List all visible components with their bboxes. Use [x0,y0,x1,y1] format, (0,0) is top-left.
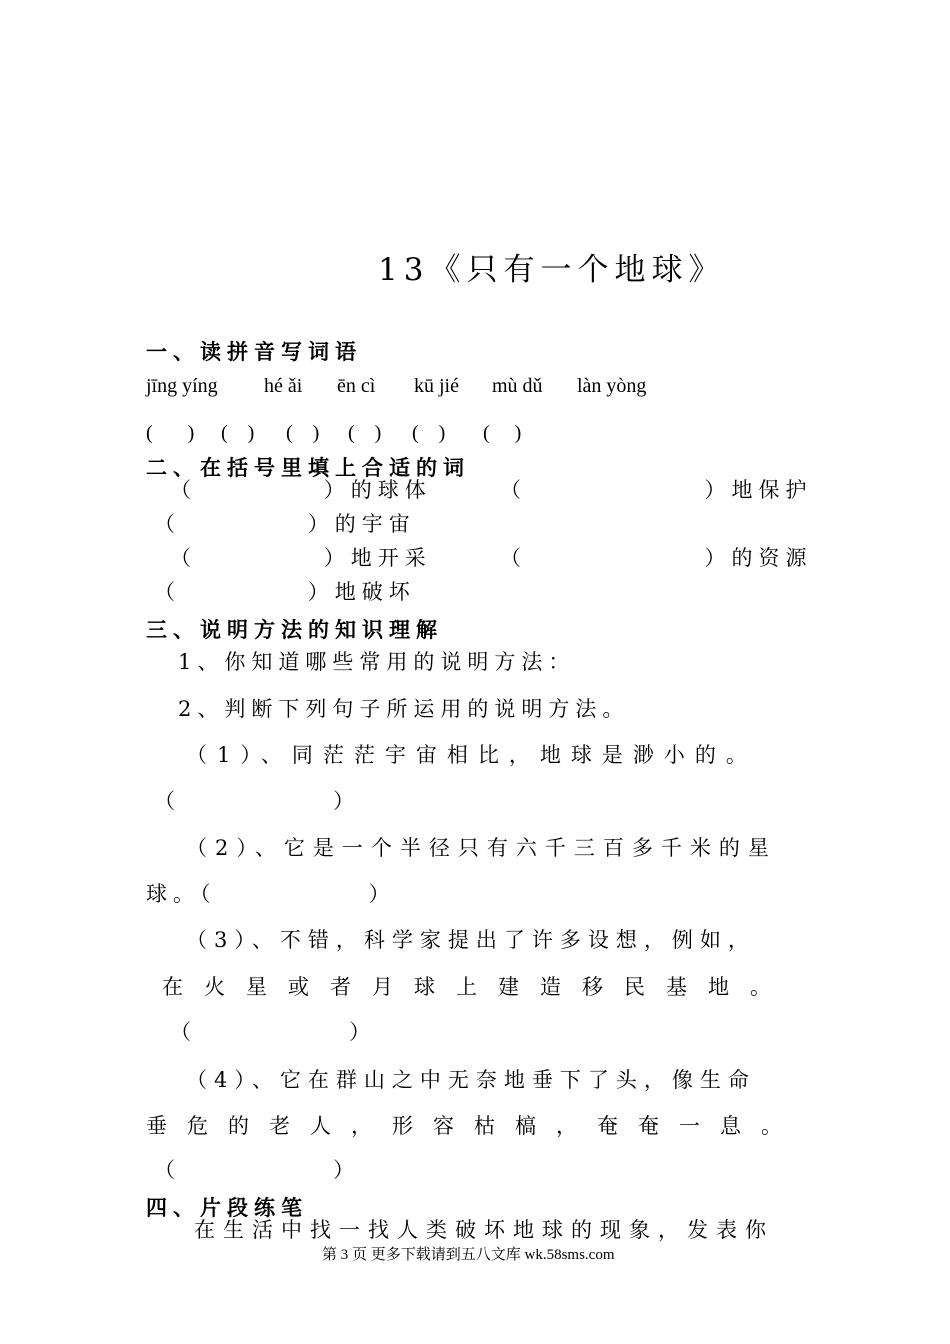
pinyin-1: jīng yíng [146,375,218,397]
sentence-4-line2: 垂危的老人，形容枯槁，奄奄一息。 [146,1114,802,1138]
pinyin-2: hé ǎi [264,375,303,397]
answer-blank-3[interactable]: ( ) [286,422,320,444]
page-footer: 第 3 页 更多下载请到五八文库 wk.58sms.com [322,1247,615,1263]
sentence-3-answer[interactable]: （ ） [170,1020,377,1044]
pinyin-5: mù dǔ [492,375,543,397]
fill-row3-left: （ ）地开采 [170,546,432,570]
sentence-2-line1: （2）、它是一个半径只有六千三百多千米的星 [186,836,777,860]
answer-blank-5[interactable]: ( ) [412,422,446,444]
section3-heading: 三、说明方法的知识理解 [146,617,443,642]
fill-row1-right: （ ）地保护 [500,478,813,502]
section1-heading: 一、读拼音写词语 [146,339,362,364]
question-1: 1、你知道哪些常用的说明方法： [178,650,576,674]
answer-blank-6[interactable]: ( ) [483,422,522,444]
fill-row2: （ ）的宇宙 [154,512,416,536]
sentence-2-line2[interactable]: 球。（ ） [146,882,396,906]
sentence-3-line2: 在火星或者月球上建造移民基地。 [162,975,792,999]
answer-blank-2[interactable]: ( ) [221,422,255,444]
pinyin-3: ēn cì [337,375,376,397]
question-2: 2、判断下列句子所运用的说明方法。 [178,697,630,721]
sentence-1: （1）、同茫茫宇宙相比，地球是渺小的。 [186,743,757,767]
pinyin-6: làn yòng [577,375,647,397]
pinyin-4: kū jié [414,375,459,397]
section2-heading: 二、在括号里填上合适的词 [146,455,470,480]
sentence-4-answer[interactable]: （ ） [154,1158,361,1182]
sentence-3-line1: （3）、不错，科学家提出了许多设想，例如， [186,928,756,952]
page-title: 13《只有一个地球》 [378,252,726,288]
fill-row4: （ ）地破坏 [154,580,416,604]
sentence-4-line1: （4）、它在群山之中无奈地垂下了头，像生命 [186,1068,756,1092]
writing-prompt: 在生活中找一找人类破坏地球的现象，发表你 [194,1218,774,1242]
fill-row1-left: （ ）的球体 [170,478,432,502]
answer-blank-1[interactable]: ( ) [146,422,195,444]
answer-blank-4[interactable]: ( ) [348,422,382,444]
section4-heading: 四、片段练笔 [146,1195,308,1220]
sentence-1-answer[interactable]: （ ） [154,789,361,813]
fill-row3-right: （ ）的资源 [500,546,813,570]
